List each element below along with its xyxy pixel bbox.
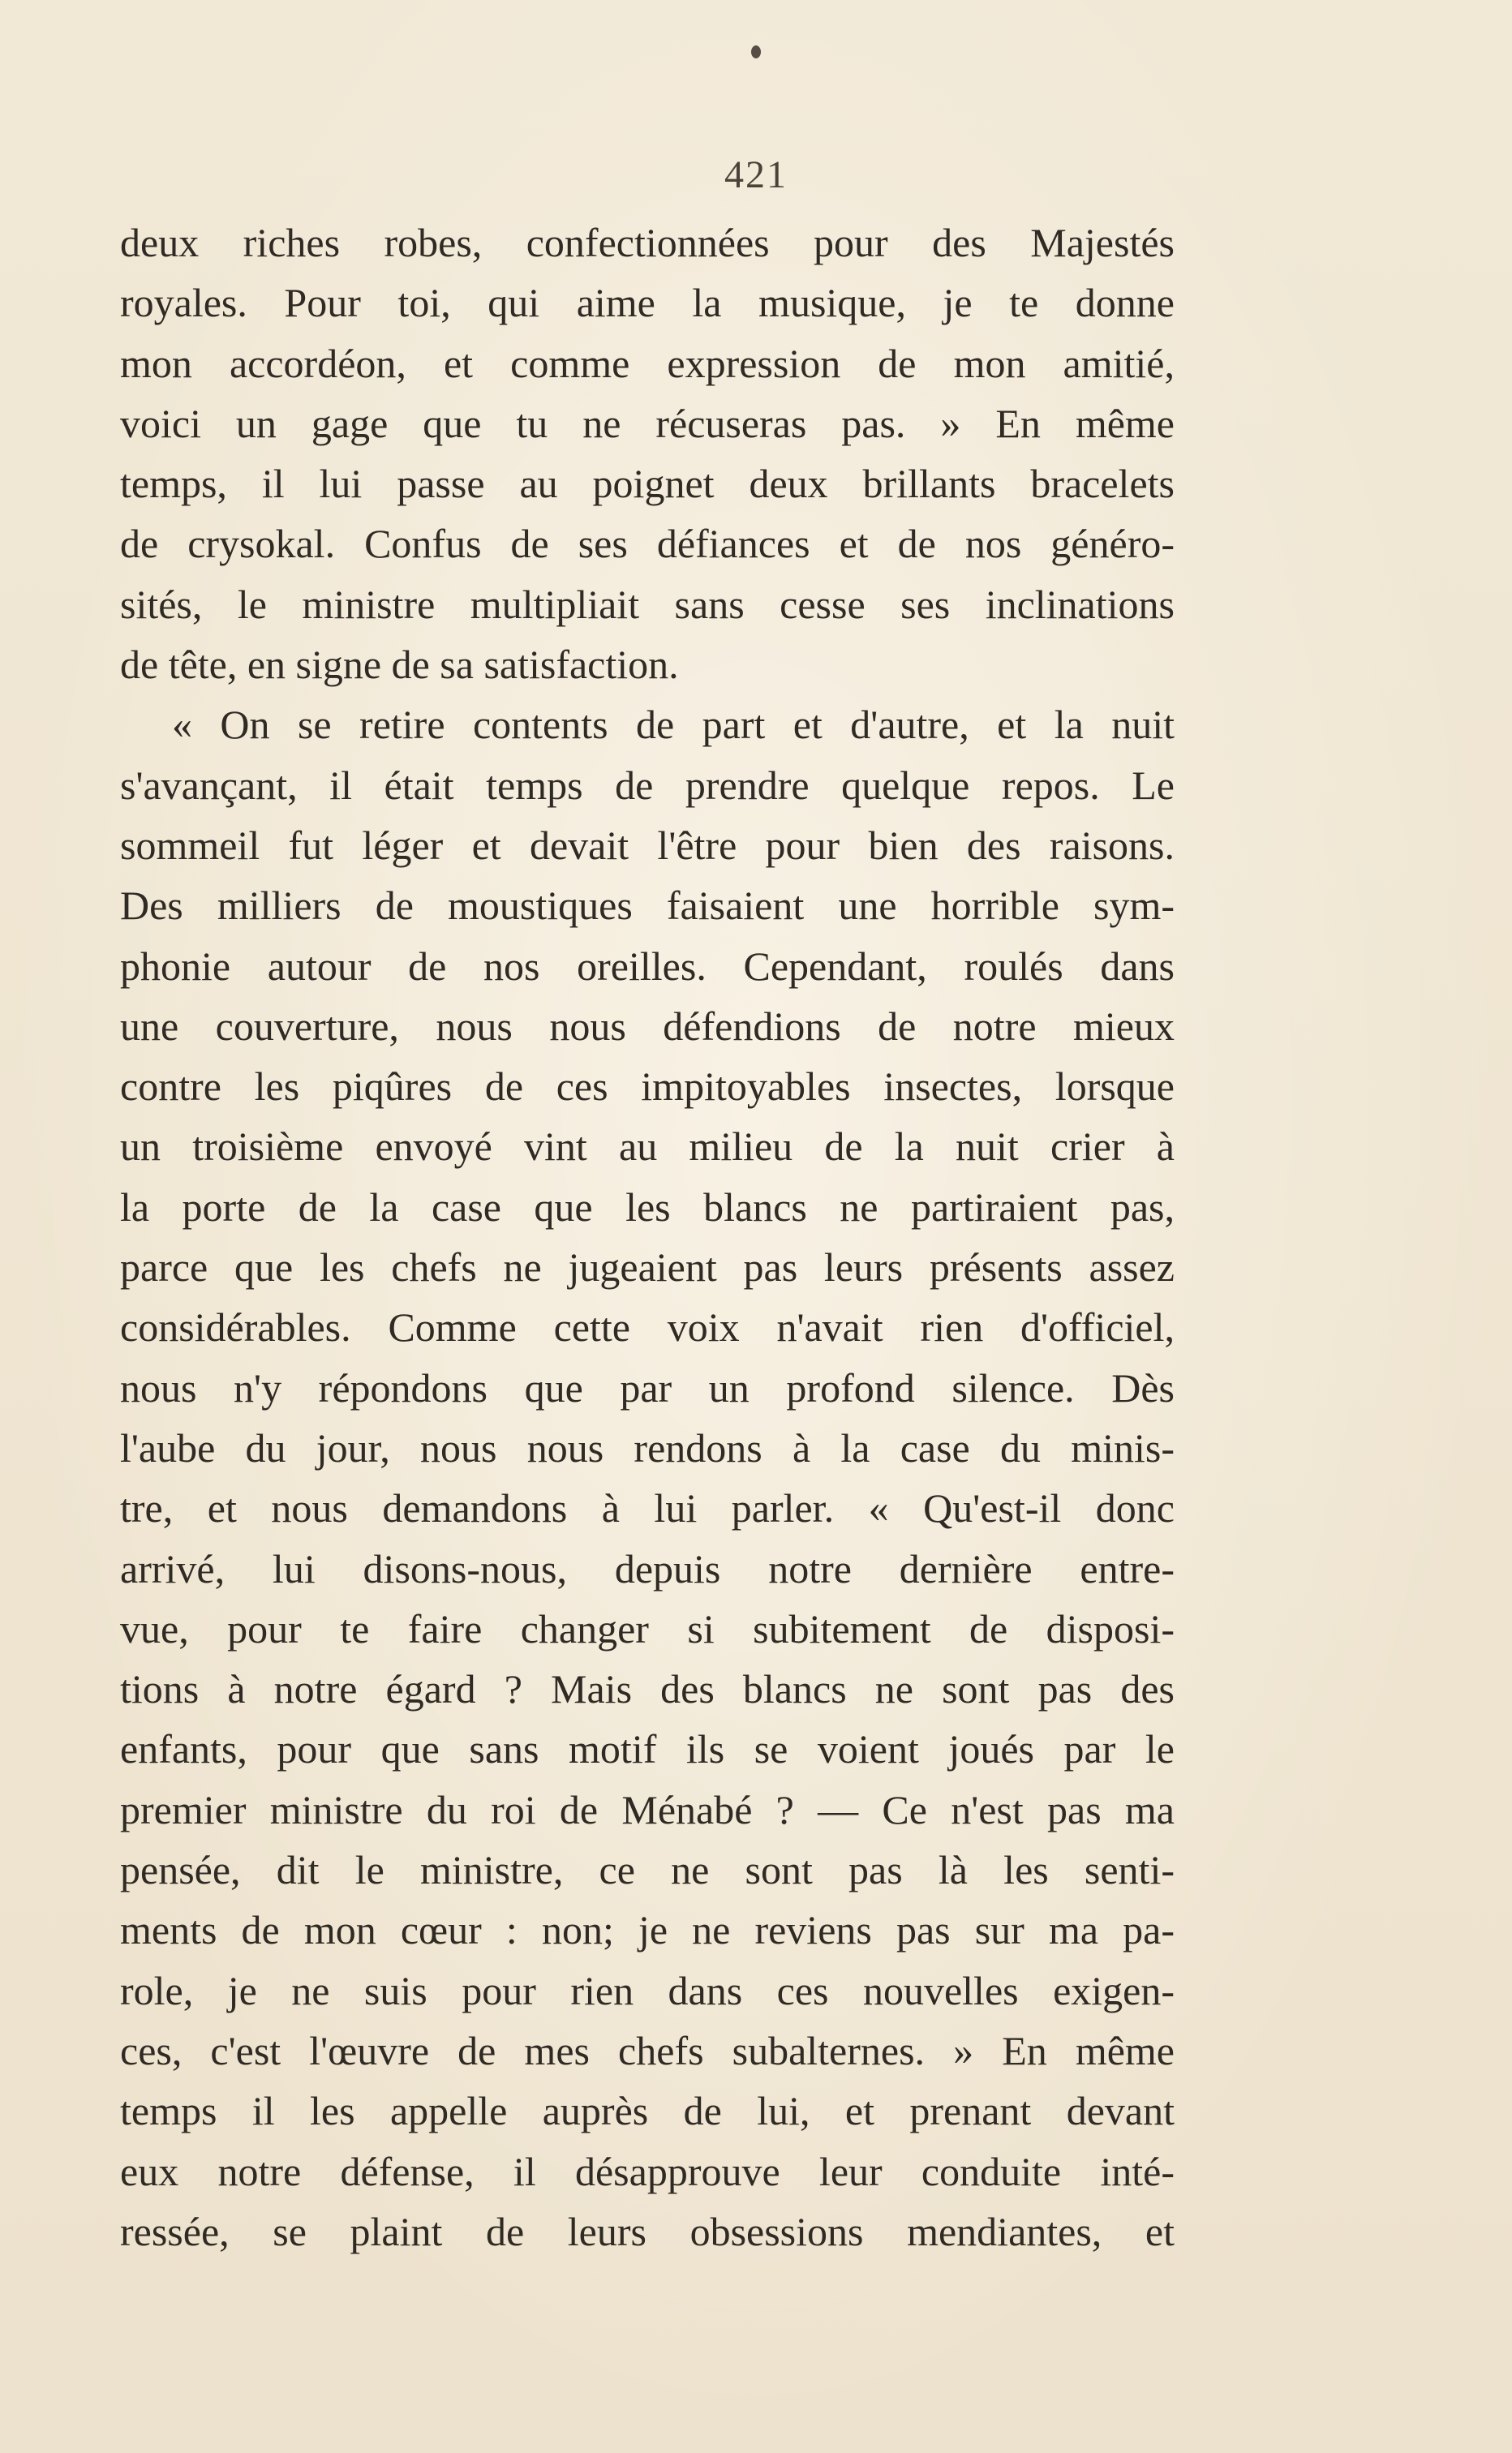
text-line: premier ministre du roi de Ménabé ? — Ce n'est pas ma	[120, 1786, 1175, 1832]
text-line: voici un gage que tu ne récuseras pas. » En même	[120, 400, 1175, 446]
text-line: deux riches robes, confectionnées pour des Majestés	[120, 220, 1175, 265]
text-line: role, je ne suis pour rien dans ces nouvelles exigen-	[120, 1967, 1175, 2013]
text-line: arrivé, lui disons-nous, depuis notre dernière entre-	[120, 1545, 1175, 1592]
text-line: Des milliers de moustiques faisaient une horrible sym-	[120, 883, 1175, 929]
text-line: de crysokal. Confus de ses défiances et de nos généro-	[120, 521, 1175, 567]
text-line: un troisième envoyé vint au milieu de la nuit crier à	[120, 1123, 1175, 1170]
page-number: 421	[724, 153, 788, 196]
text-line: considérables. Comme cette voix n'avait rien d'officiel,	[120, 1304, 1175, 1351]
text-line: « On se retire contents de part et d'autre, et la nuit	[172, 702, 1175, 748]
text-line: phonie autour de nos oreilles. Cependant, roulés dans	[120, 943, 1175, 989]
text-line: une couverture, nous nous défendions de notre mieux	[120, 1003, 1175, 1049]
text-line: ments de mon cœur : non; je ne reviens pas sur ma pa-	[120, 1907, 1175, 1953]
text-line: enfants, pour que sans motif ils se voient joués par le	[120, 1726, 1175, 1772]
text-line: nous n'y répondons que par un profond silence. Dès	[120, 1364, 1175, 1411]
text-line: contre les piqûres de ces impitoyables insectes, lorsque	[120, 1063, 1175, 1110]
text-line: s'avançant, il était temps de prendre quelque repos. Le	[120, 762, 1175, 808]
text-line: ces, c'est l'œuvre de mes chefs subalternes. » En même	[120, 2027, 1175, 2073]
text-line: ressée, se plaint de leurs obsessions mendiantes, et	[120, 2208, 1175, 2254]
text-line: la porte de la case que les blancs ne partiraient pas,	[120, 1184, 1175, 1230]
text-line: tre, et nous demandons à lui parler. « Qu'est-il donc	[120, 1485, 1175, 1532]
text-line: royales. Pour toi, qui aime la musique, je te donne	[120, 280, 1175, 326]
text-line: de tête, en signe de sa satisfaction.	[120, 642, 679, 688]
text-line: temps il les appelle auprès de lui, et prenant devant	[120, 2088, 1175, 2134]
body-text	[120, 213, 1175, 2262]
ink-speck	[751, 45, 761, 58]
text-line: temps, il lui passe au poignet deux brillants bracelets	[120, 461, 1175, 507]
text-line: parce que les chefs ne jugeaient pas leurs présents assez	[120, 1244, 1175, 1291]
text-line: sités, le ministre multipliait sans cesse ses inclinations	[120, 581, 1175, 627]
text-line: vue, pour te faire changer si subitement de disposi-	[120, 1605, 1175, 1652]
text-line: sommeil fut léger et devait l'être pour bien des raisons.	[120, 822, 1175, 868]
text-line: l'aube du jour, nous nous rendons à la case du minis-	[120, 1424, 1175, 1471]
text-line: tions à notre égard ? Mais des blancs ne sont pas des	[120, 1666, 1175, 1712]
text-line: mon accordéon, et comme expression de mon amitié,	[120, 340, 1175, 386]
text-line: eux notre défense, il désapprouve leur conduite inté-	[120, 2148, 1175, 2194]
text-line: pensée, dit le ministre, ce ne sont pas là les senti-	[120, 1847, 1175, 1893]
